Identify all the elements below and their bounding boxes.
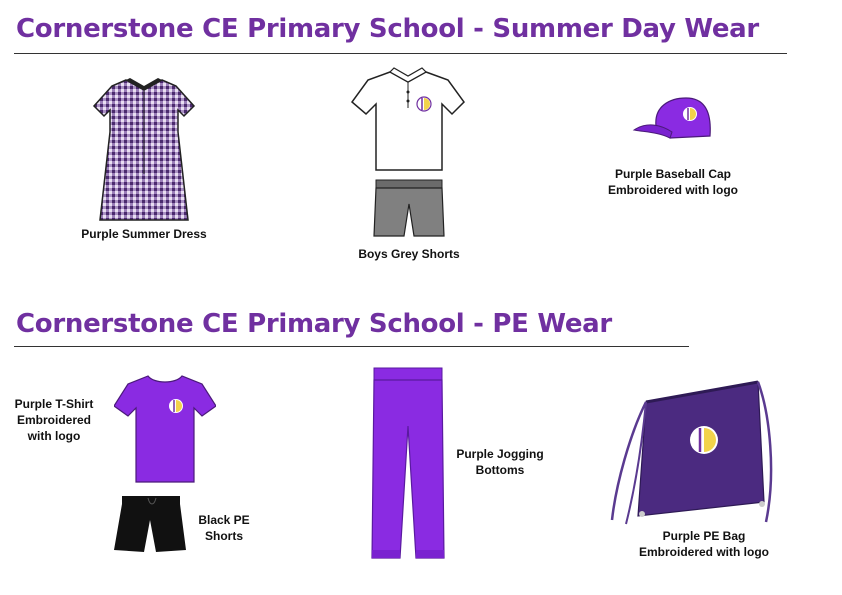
- baseball-cap-label-line2: Embroidered with logo: [607, 183, 738, 197]
- pe-tshirt-label: [4, 396, 104, 444]
- pe-section-title: Cornerstone CE Primary School - PE Wear: [16, 309, 612, 339]
- jogging-bottoms-label-line2: Bottoms: [475, 463, 525, 477]
- summer-section-divider: [14, 53, 787, 54]
- pe-bag-label: [626, 528, 782, 560]
- pe-section-divider: [14, 346, 689, 347]
- summer-section-title: Cornerstone CE Primary School - Summer Day Wear: [16, 14, 759, 44]
- pe-shorts-label-line1: Black PE: [198, 513, 250, 527]
- drawstring-bag-icon: [606, 374, 782, 532]
- pe-tshirt-label-line1: Purple T-Shirt: [14, 397, 94, 411]
- pe-tshirt-label-line2: Embroidered: [16, 413, 91, 427]
- shorts-icon: [372, 178, 446, 240]
- baseball-cap-label: [590, 166, 756, 198]
- pe-bag-label-line2: Embroidered with logo: [638, 545, 769, 559]
- baseball-cap-label-line1: Purple Baseball Cap: [614, 167, 732, 181]
- dress-icon: [88, 74, 198, 224]
- jogging-bottoms-label: [448, 446, 552, 478]
- shorts-icon: [112, 494, 188, 556]
- pe-shorts-label-line2: Shorts: [204, 529, 243, 543]
- jogging-bottoms-label-line1: Purple Jogging: [456, 447, 544, 461]
- pe-shorts-label: [186, 512, 262, 544]
- pe-tshirt-label-line3: with logo: [27, 429, 81, 443]
- trousers-icon: [366, 366, 450, 562]
- summer-dress-label: Purple Summer Dress: [81, 227, 207, 241]
- grey-shorts-label: Boys Grey Shorts: [358, 247, 460, 261]
- cap-icon: [630, 96, 716, 146]
- pe-bag-label-line1: Purple PE Bag: [662, 529, 746, 543]
- tshirt-icon: [114, 372, 216, 484]
- polo-shirt-icon: [350, 64, 466, 174]
